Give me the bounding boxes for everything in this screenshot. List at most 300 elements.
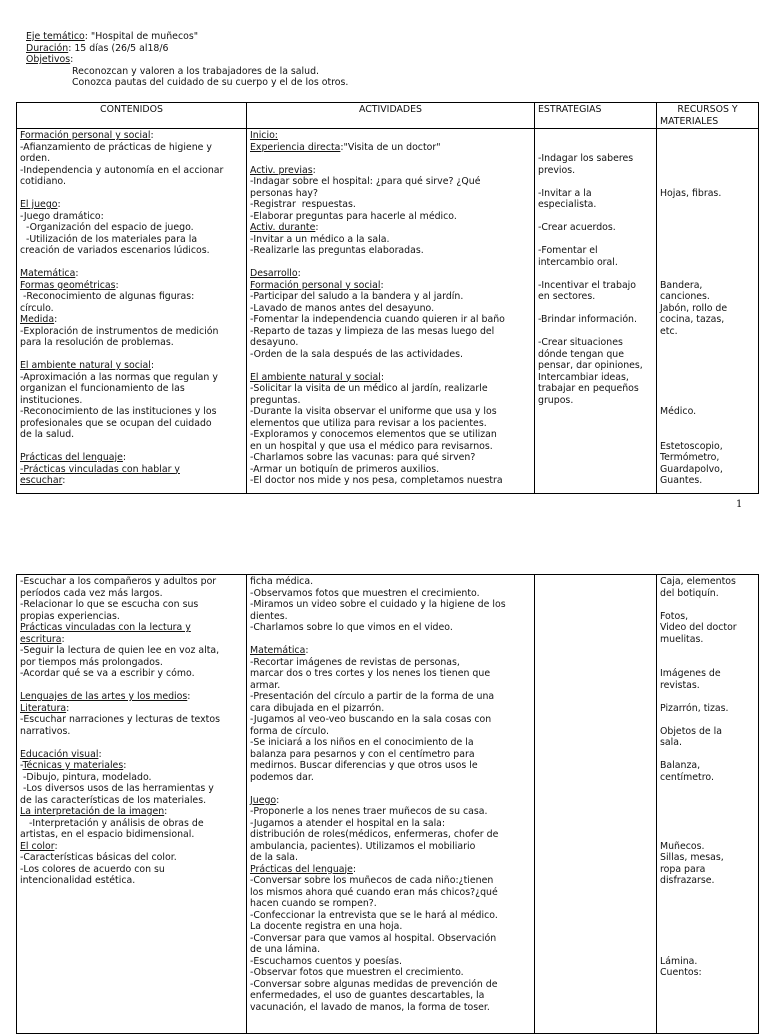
cell-line: [660, 176, 755, 188]
line-text: -Observar fotos que muestren el crecimiento.: [250, 967, 464, 978]
cell-line: [660, 441, 755, 453]
line-text: :: [150, 360, 154, 371]
cell-line: [250, 864, 531, 876]
cell-line: [660, 680, 755, 692]
underlined-text: El juego: [20, 199, 58, 210]
cell-line: [660, 668, 755, 680]
line-text: -Crear acuerdos.: [538, 222, 616, 233]
line-text: :: [297, 268, 301, 279]
underlined-text: Activ. previas: [250, 164, 313, 176]
objetivo-1: Reconozcan y valoren a los trabajadores de la salud.: [72, 65, 320, 77]
line-text: :: [276, 794, 280, 806]
contenidos-cell: [17, 575, 247, 1034]
cell-line: [250, 268, 531, 280]
line-text: -Seguir la lectura de quien lee en voz alta,: [20, 645, 220, 656]
underlined-text: La interpretación de la imagen: [20, 806, 165, 817]
cell-line: [20, 864, 243, 876]
line-text: profesionales que se ocupan del cuidado: [20, 417, 212, 429]
cell-line: [660, 326, 755, 338]
cell-line: [660, 429, 755, 441]
cell-line: [250, 910, 531, 922]
cell-line: [250, 599, 531, 611]
cell-line: [250, 818, 531, 830]
cell-line: [660, 795, 755, 807]
line-text: -Aproximación a las normas que regulan y: [20, 371, 218, 383]
cell-line: [250, 142, 531, 154]
line-text: instituciones.: [20, 394, 83, 406]
cell-line: [20, 372, 243, 384]
cell-line: [250, 153, 531, 165]
underlined-text: El ambiente natural y social: [250, 371, 381, 383]
line-text: cocina, tazas,: [660, 314, 725, 325]
line-text: Intercambiar ideas,: [538, 371, 629, 383]
cell-line: [250, 337, 531, 349]
cell-line: [250, 588, 531, 600]
cell-line: [20, 130, 243, 142]
line-text: para la resolución de problemas.: [20, 337, 174, 348]
cell-line: [538, 245, 653, 257]
cell-line: [250, 691, 531, 703]
line-text: los mismos ahora qué cuando eran más chicos?¿qué: [250, 886, 498, 898]
line-text: -Escuchamos cuentos y poesías.: [250, 955, 403, 967]
line-text: -Orden de la sala después de las actividades.: [250, 348, 463, 360]
cell-line: [250, 165, 531, 177]
line-text: Caja, elementos: [660, 576, 736, 587]
cell-line: [538, 257, 653, 269]
line-text: grupos.: [538, 394, 574, 406]
line-text: -Solicitar la visita de un médico al jardín, realizarle: [250, 383, 488, 394]
line-text: Lámina.: [660, 955, 698, 967]
header-estrategias: ESTRATEGIAS: [535, 103, 657, 129]
line-text: especialista.: [538, 199, 597, 210]
cell-line: [660, 576, 755, 588]
cell-line: [250, 760, 531, 772]
line-text: vacunación, el lavado de manos, la forma de toser.: [250, 1001, 490, 1013]
cell-line: [538, 372, 653, 384]
cell-line: [250, 280, 531, 292]
underlined-text: Activ. durante: [250, 222, 316, 233]
line-text: -Fomentar la independencia cuando quieren ir al baño: [250, 314, 505, 325]
cell-line: [660, 452, 755, 464]
line-text: :: [123, 760, 127, 771]
actividades-cell: [247, 129, 535, 494]
cell-line: [250, 956, 531, 968]
line-text: -Los diversos usos de las herramientas y: [20, 783, 214, 794]
line-text: :: [164, 806, 168, 817]
cell-line: [538, 130, 653, 142]
cell-line: [660, 406, 755, 418]
cell-line: [20, 760, 243, 772]
line-text: ropa para: [660, 863, 706, 875]
line-text: -Realizarle las preguntas elaboradas.: [250, 245, 424, 256]
cell-line: [660, 783, 755, 795]
header-contenidos: CONTENIDOS: [17, 103, 247, 129]
cell-line: [660, 645, 755, 657]
cell-line: [250, 726, 531, 738]
cell-line: [250, 668, 531, 680]
cell-line: [660, 714, 755, 726]
line-text: -Dibujo, pintura, modelado.: [20, 771, 152, 783]
cell-line: [20, 211, 243, 223]
line-text: -Recortar imágenes de revistas de personas,: [250, 656, 460, 668]
line-text: :: [352, 863, 357, 875]
line-text: ficha médica.: [250, 576, 314, 587]
line-text: dientes.: [250, 610, 288, 622]
cell-line: [20, 326, 243, 338]
cell-line: [20, 749, 243, 761]
line-text: medirnos. Buscar diferencias y que otros usos le: [250, 760, 478, 771]
line-text: -Independencia y autonomía en el accionar: [20, 164, 224, 176]
cell-line: [20, 452, 243, 464]
cell-line: [660, 257, 755, 269]
line-text: -Charlamos sobre las vacunas: para qué sirven?: [250, 452, 476, 463]
cell-line: [250, 1002, 531, 1014]
line-text: :: [62, 475, 66, 486]
cell-line: [538, 326, 653, 338]
line-text: forma de círculo.: [250, 725, 329, 737]
cell-line: [250, 852, 531, 864]
cell-line: [250, 967, 531, 979]
line-text: -Indagar sobre el hospital: ¿para qué sirve? ¿Qué: [250, 176, 481, 187]
line-text: Hojas, fibras.: [660, 187, 722, 199]
table-row: [17, 575, 759, 1034]
line-text: revistas.: [660, 679, 700, 691]
line-text: disfrazarse.: [660, 875, 715, 886]
line-text: Video del doctor: [660, 622, 737, 633]
line-text: -Los colores de acuerdo con su: [20, 863, 165, 875]
cell-line: [660, 599, 755, 611]
cell-line: [20, 406, 243, 418]
header-recursos-line-1: RECURSOS Y: [677, 104, 738, 115]
line-text: organizan el funcionamiento de las: [20, 383, 185, 394]
line-text: previos.: [538, 164, 576, 176]
line-text: Jabón, rollo de: [660, 302, 728, 314]
cell-line: [250, 772, 531, 784]
eje-value: : "Hospital de muñecos": [84, 31, 199, 42]
cell-line: [660, 211, 755, 223]
cell-line: [250, 829, 531, 841]
cell-line: [20, 464, 243, 476]
cell-line: [250, 199, 531, 211]
cell-line: [20, 772, 243, 784]
line-text: -Exploración de instrumentos de medición: [20, 325, 219, 337]
cell-line: [660, 303, 755, 315]
underlined-text: Prácticas del lenguaje: [20, 452, 123, 463]
objetivo-2: Conozca pautas del cuidado de su cuerpo y el de los otros.: [72, 77, 349, 88]
objetivos-line: [26, 54, 726, 66]
line-text: La docente registra en una hoja.: [250, 921, 403, 932]
line-text: trabajar en pequeños: [538, 383, 639, 394]
underlined-text: Formas geométricas: [20, 279, 116, 291]
line-text: Bandera,: [660, 279, 703, 291]
cell-line: [20, 634, 243, 646]
line-text: personas hay?: [250, 187, 318, 199]
cell-line: [660, 875, 755, 887]
cell-line: [660, 611, 755, 623]
line-text: -Conversar para que vamos al hospital. Observación: [250, 932, 497, 944]
cell-line: [20, 153, 243, 165]
cell-line: [20, 576, 243, 588]
line-text: :: [115, 279, 119, 291]
cell-line: [538, 142, 653, 154]
cell-line: [660, 737, 755, 749]
line-text: de las características de los materiales.: [20, 794, 207, 806]
cell-line: [250, 130, 531, 142]
cell-line: [660, 967, 755, 979]
underlined-text: Experiencia directa: [250, 141, 341, 153]
line-text: del botiquín.: [660, 587, 719, 599]
line-text: :: [150, 130, 154, 141]
cell-line: [250, 634, 531, 646]
cell-line: [250, 188, 531, 200]
underlined-text: Desarrollo: [250, 268, 298, 279]
line-text: :: [122, 452, 127, 463]
line-text: -Fomentar el: [538, 245, 598, 256]
cell-line: [660, 291, 755, 303]
line-text: -El doctor nos mide y nos pesa, completamos nuestra: [250, 475, 503, 486]
line-text: Termómetro,: [660, 452, 720, 463]
underlined-text: Formación personal y social: [20, 130, 151, 141]
cell-line: [250, 749, 531, 761]
cell-line: [250, 622, 531, 634]
cell-line: [660, 956, 755, 968]
cell-line: [660, 703, 755, 715]
cell-line: [660, 657, 755, 669]
underlined-text: Literatura: [20, 702, 67, 714]
cell-line: [250, 418, 531, 430]
cell-line: [250, 737, 531, 749]
cell-line: [20, 234, 243, 246]
cell-line: [660, 475, 755, 487]
line-text: orden.: [20, 153, 51, 164]
cell-line: [20, 303, 243, 315]
cell-line: [250, 806, 531, 818]
cell-line: [250, 291, 531, 303]
cell-line: [250, 406, 531, 418]
cell-line: [538, 211, 653, 223]
cell-line: [660, 944, 755, 956]
cell-line: [250, 222, 531, 234]
line-text: sala.: [660, 737, 682, 748]
estrategias-cell: [535, 129, 657, 494]
cell-line: [660, 188, 755, 200]
underlined-text: escuchar: [20, 475, 63, 486]
line-text: centímetro.: [660, 771, 714, 783]
line-text: :: [312, 164, 316, 176]
cell-line: [660, 634, 755, 646]
cell-line: [20, 852, 243, 864]
cell-line: [538, 337, 653, 349]
line-text: armar.: [250, 679, 281, 691]
cell-line: [20, 783, 243, 795]
line-text: intercambio oral.: [538, 256, 618, 268]
cell-line: [250, 944, 531, 956]
line-text: -Miramos un video sobre el cuidado y la higiene de los: [250, 599, 506, 610]
cell-line: [660, 372, 755, 384]
cell-line: [538, 188, 653, 200]
estrategias-cell: [535, 575, 657, 1034]
line-text: ambulancia, pacientes). Utilizamos el mobiliario: [250, 840, 476, 852]
cell-line: [20, 280, 243, 292]
cell-line: [250, 611, 531, 623]
cell-line: [250, 841, 531, 853]
cell-line: [250, 898, 531, 910]
line-text: -Charlamos sobre lo que vimos en el video.: [250, 622, 453, 633]
cell-line: [20, 337, 243, 349]
cell-line: [250, 372, 531, 384]
line-text: -: [20, 760, 23, 771]
line-text: Muñecos.: [660, 840, 705, 852]
line-text: podemos dar.: [250, 771, 314, 783]
line-text: elementos que utiliza para revisar a los pacientes.: [250, 417, 487, 429]
duracion-value: : 15 días (26/5 al18/6: [68, 42, 169, 54]
cell-line: [660, 829, 755, 841]
cell-line: [660, 841, 755, 853]
underlined-text: escritura: [20, 633, 62, 645]
cell-line: [250, 657, 531, 669]
cell-line: [660, 222, 755, 234]
cell-line: [660, 165, 755, 177]
line-text: -Jugamos al veo-veo buscando en la sala cosas con: [250, 714, 492, 725]
line-text: canciones.: [660, 291, 710, 302]
line-text: -Confeccionar la entrevista que se le hará al médico.: [250, 909, 498, 921]
line-text: :: [315, 222, 319, 233]
line-text: de la salud.: [20, 429, 75, 440]
cell-line: [20, 588, 243, 600]
line-text: -Escuchar a los compañeros y adultos por: [20, 576, 217, 587]
cell-line: [660, 383, 755, 395]
cell-line: [538, 291, 653, 303]
line-text: -Organización del espacio de juego.: [20, 222, 194, 233]
cell-line: [250, 680, 531, 692]
cell-line: [538, 165, 653, 177]
line-text: -Invitar a la: [538, 187, 592, 199]
cell-line: [20, 795, 243, 807]
line-text: de la sala.: [250, 852, 298, 863]
cell-line: [660, 464, 755, 476]
document-header: [26, 31, 726, 89]
line-text: -Jugamos a atender el hospital en la sala:: [250, 817, 446, 829]
line-text: -Durante la visita observar el uniforme que usa y los: [250, 406, 497, 417]
line-text: :: [380, 279, 384, 291]
line-text: -Indagar los saberes: [538, 153, 634, 164]
cell-line: [20, 360, 243, 372]
cell-line: [250, 326, 531, 338]
cell-line: [250, 257, 531, 269]
line-text: :: [54, 314, 58, 325]
cell-line: [20, 599, 243, 611]
underlined-text: Medida: [20, 314, 55, 325]
cell-line: [538, 199, 653, 211]
cell-line: [20, 875, 243, 887]
line-text: -Características básicas del color.: [20, 852, 177, 863]
underlined-text: Prácticas vinculadas con la lectura y: [20, 622, 191, 633]
cell-line: [660, 349, 755, 361]
cell-line: [250, 452, 531, 464]
line-text: -Reparto de tazas y limpieza de las mesas luego del: [250, 325, 495, 337]
cell-line: [250, 576, 531, 588]
line-text: -Utilización de los materiales para la: [20, 233, 198, 245]
line-text: cotidiano.: [20, 176, 66, 187]
cell-line: [660, 760, 755, 772]
line-text: -Conversar sobre algunas medidas de prevención de: [250, 978, 498, 990]
underlined-text: Juego: [250, 794, 277, 806]
line-text: Pizarrón, tizas.: [660, 702, 729, 714]
cell-line: [250, 979, 531, 991]
line-text: Estetoscopio,: [660, 440, 723, 452]
line-text: -Relacionar lo que se escucha con sus: [20, 599, 199, 610]
cell-line: [20, 395, 243, 407]
cell-line: [20, 441, 243, 453]
line-text: -Elaborar preguntas para hacerle al médico.: [250, 210, 457, 222]
cell-line: [20, 668, 243, 680]
cell-line: [250, 176, 531, 188]
cell-line: [20, 245, 243, 257]
cell-line: [660, 588, 755, 600]
table-header-row: [17, 103, 759, 129]
line-text: :: [187, 691, 191, 702]
cell-line: [660, 395, 755, 407]
cell-line: [250, 441, 531, 453]
cell-line: [20, 645, 243, 657]
objetivos-colon: :: [70, 54, 74, 65]
line-text: Imágenes de: [660, 668, 721, 679]
header-recursos-line-2: MATERIALES: [660, 115, 719, 127]
line-text: cara dibujada en el pizarrón.: [250, 702, 385, 714]
cell-line: [20, 657, 243, 669]
line-text: hacen cuando se rompen?.: [250, 898, 377, 909]
line-text: -Registrar respuestas.: [250, 199, 356, 210]
line-text: Guantes.: [660, 475, 703, 486]
line-text: :: [75, 268, 79, 279]
planning-table-page-2: [16, 574, 759, 1034]
underlined-text: Inicio:: [250, 130, 278, 141]
eje-tematico-line: [26, 31, 726, 43]
line-text: -Conversar sobre los muñecos de cada niño:¿tienen: [250, 875, 494, 886]
cell-line: [250, 211, 531, 223]
cell-line: [660, 691, 755, 703]
line-text: marcar dos o tres cortes y los nenes los tienen que: [250, 668, 491, 679]
cell-line: [660, 153, 755, 165]
line-text: -Brindar información.: [538, 314, 637, 325]
cell-line: [660, 337, 755, 349]
underlined-text: -Prácticas vinculadas con hablar y: [20, 463, 180, 475]
cell-line: [538, 234, 653, 246]
line-text: Guardapolvo,: [660, 463, 723, 475]
cell-line: [660, 726, 755, 738]
cell-line: [660, 268, 755, 280]
cell-line: [660, 199, 755, 211]
underlined-text: Matemática: [20, 268, 76, 279]
cell-line: [660, 887, 755, 899]
line-text: -Proponerle a los nenes traer muñecos de su casa.: [250, 806, 488, 817]
line-text: -Interpretación y análisis de obras de: [20, 817, 204, 829]
duracion-line: [26, 43, 726, 55]
line-text: -Acordar qué se va a escribir y cómo.: [20, 668, 195, 679]
line-text: en sectores.: [538, 291, 596, 302]
planning-table-page-1: [16, 102, 759, 494]
cell-line: [250, 795, 531, 807]
cell-line: [20, 314, 243, 326]
cell-line: [20, 703, 243, 715]
cell-line: [538, 303, 653, 315]
line-text: narrativos.: [20, 725, 71, 737]
eje-label: Eje temático: [26, 31, 85, 42]
line-text: -Participar del saludo a la bandera y al jardín.: [250, 291, 464, 302]
cell-line: [660, 933, 755, 945]
cell-line: [250, 360, 531, 372]
recursos-cell: [657, 129, 759, 494]
